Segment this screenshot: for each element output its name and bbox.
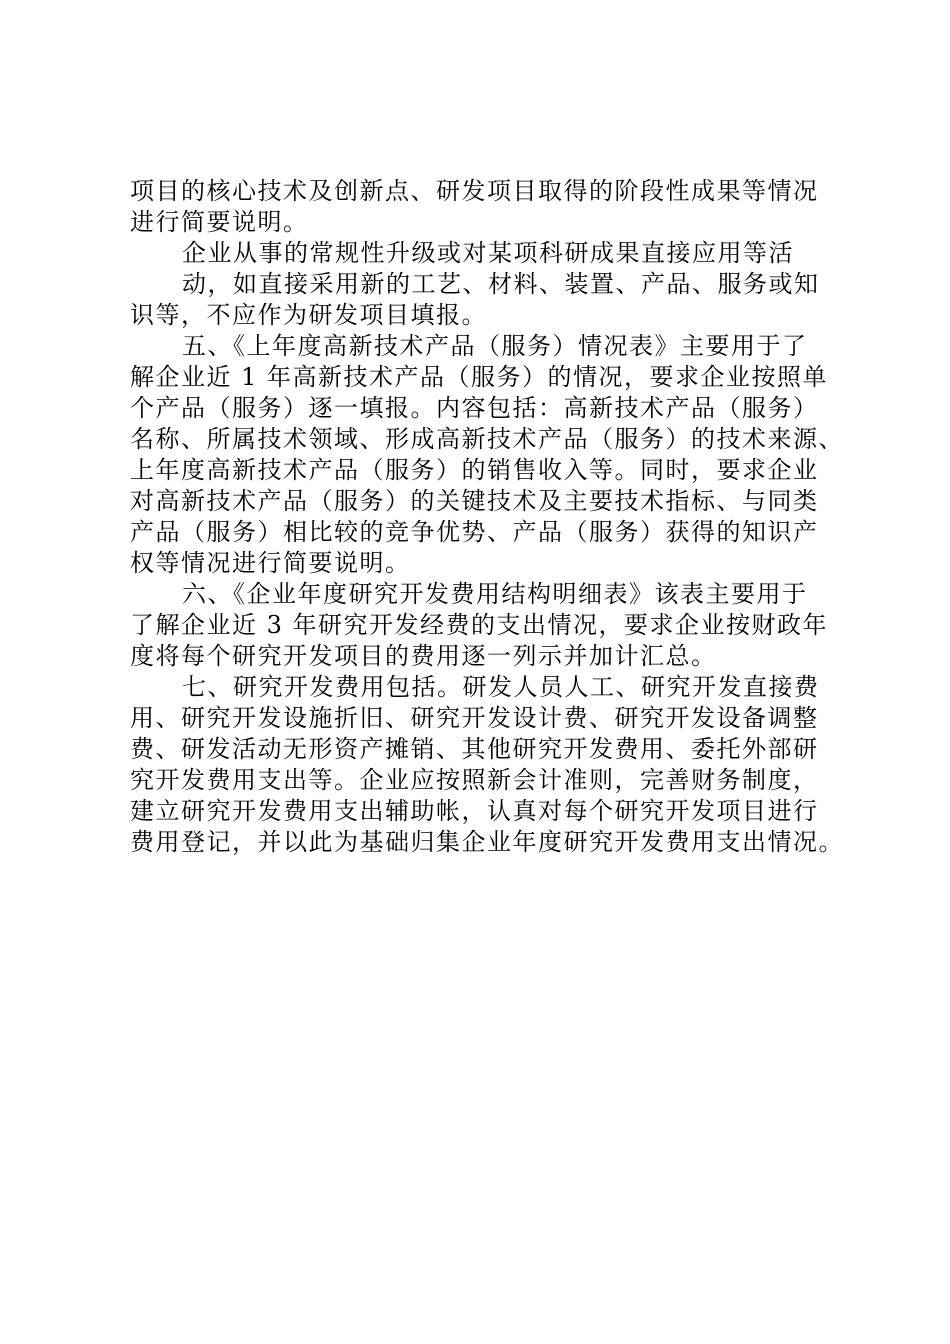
text-line: 费、研发活动无形资产摊销、其他研究开发费用、委托外部研 (130, 735, 819, 763)
text-line: 五、《上年度高新技术产品（服务）情况表》主要用于了 (182, 332, 808, 360)
text-line: 识等，不应作为研发项目填报。 (130, 301, 487, 329)
text-line: 解企业近 1 年高新技术产品（服务）的情况，要求企业按照单 (130, 363, 829, 391)
text-line: 企业从事的常规性升级或对某项科研成果直接应用等活 (182, 239, 794, 267)
text-line: 上年度高新技术产品（服务）的销售收入等。同时，要求企业 (130, 456, 819, 484)
text-line: 了解企业近 3 年研究开发经费的支出情况，要求企业按财政年 (130, 611, 829, 639)
text-line: 对高新技术产品（服务）的关键技术及主要技术指标、与同类 (130, 487, 819, 515)
text-line: 动，如直接采用新的工艺、材料、装置、产品、服务或知 (182, 270, 820, 298)
text-line: 产品（服务）相比较的竞争优势、产品（服务）获得的知识产 (130, 518, 819, 546)
text-line: 六、《企业年度研究开发费用结构明细表》该表主要用于 (182, 580, 808, 608)
text-line: 进行简要说明。 (130, 208, 309, 236)
text-line: 用、研究开发设施折旧、研究开发设计费、研究开发设备调整 (130, 704, 819, 732)
text-line: 七、研究开发费用包括。研发人员人工、研究开发直接费 (182, 673, 820, 701)
text-line: 究开发费用支出等。企业应按照新会计准则，完善财务制度， (130, 766, 819, 794)
text-line: 费用登记，并以此为基础归集企业年度研究开发费用支出情况。 (130, 828, 844, 856)
text-line: 项目的核心技术及创新点、研发项目取得的阶段性成果等情况 (130, 177, 819, 205)
document-body (130, 176, 850, 858)
text-line: 个产品（服务）逐一填报。内容包括：高新技术产品（服务） (130, 394, 819, 422)
text-line: 度将每个研究开发项目的费用逐一列示并加计汇总。 (130, 642, 717, 670)
text-line: 名称、所属技术领域、形成高新技术产品（服务）的技术来源、 (130, 425, 844, 453)
text-line: 建立研究开发费用支出辅助帐，认真对每个研究开发项目进行 (130, 797, 819, 825)
text-line: 权等情况进行简要说明。 (130, 549, 411, 577)
